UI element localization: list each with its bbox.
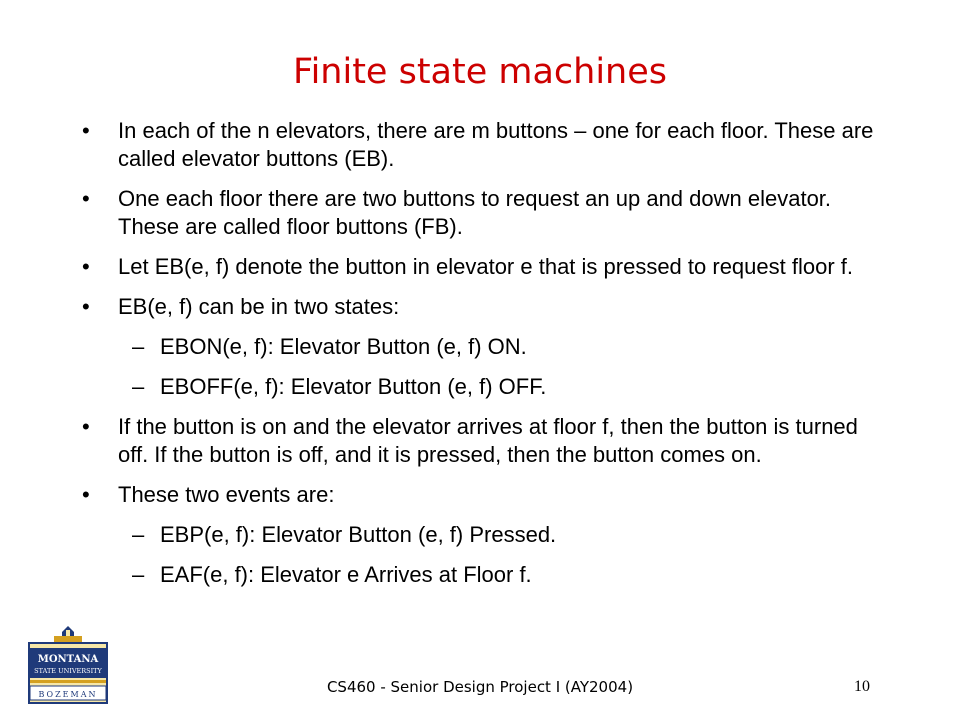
sub-bullet-item: [82, 373, 882, 401]
bullet-marker: •: [82, 414, 90, 439]
bullet-text: EBOFF(e, f): Elevator Button (e, f) OFF.: [160, 374, 547, 399]
bullet-text: EB(e, f) can be in two states:: [118, 294, 400, 319]
footer-course-title: CS460 - Senior Design Project I (AY2004): [326, 678, 634, 696]
bullet-text: EAF(e, f): Elevator e Arrives at Floor f.: [160, 562, 532, 587]
bullet-item: [82, 253, 882, 281]
bullet-list: [82, 117, 882, 601]
dash-marker: –: [132, 374, 145, 399]
bullet-text: In each of the n elevators, there are m buttons – one for each floor. These are called elevator buttons (EB).: [118, 118, 874, 171]
logo-bottom-text: BOZEMAN: [38, 690, 98, 699]
bullet-text: EBON(e, f): Elevator Button (e, f) ON.: [160, 334, 527, 359]
logo-middle-text: STATE UNIVERSITY: [34, 667, 102, 675]
sub-bullet-item: [82, 561, 882, 589]
bullet-item: [82, 293, 882, 321]
dash-marker: –: [132, 334, 145, 359]
dash-marker: –: [132, 522, 145, 547]
bullet-item: [82, 413, 882, 469]
bullet-item: [82, 185, 882, 241]
dash-marker: –: [132, 562, 145, 587]
bullet-item: [82, 481, 882, 509]
bullet-text: EBP(e, f): Elevator Button (e, f) Pressed.: [160, 522, 557, 547]
bullet-marker: •: [82, 482, 90, 507]
bullet-marker: •: [82, 118, 90, 143]
logo-top-text: MONTANA: [37, 654, 99, 665]
sub-bullet-item: [82, 521, 882, 549]
bullet-text: One each floor there are two buttons to request an up and down elevator. These are called floor buttons (FB).: [118, 186, 832, 239]
bullet-text: If the button is on and the elevator arrives at floor f, then the button is turned off. If the button is off, and it is pressed, then the button comes on.: [118, 414, 858, 467]
sub-bullet-item: [82, 333, 882, 361]
bullet-text: These two events are:: [118, 482, 335, 507]
bullet-text: Let EB(e, f) denote the button in elevator e that is pressed to request floor f.: [118, 254, 853, 279]
bullet-marker: •: [82, 186, 90, 211]
slide-title: Finite state machines: [292, 52, 668, 92]
bullet-item: [82, 117, 882, 173]
bullet-marker: •: [82, 254, 90, 279]
page-number: 10: [854, 678, 870, 695]
bullet-marker: •: [82, 294, 90, 319]
